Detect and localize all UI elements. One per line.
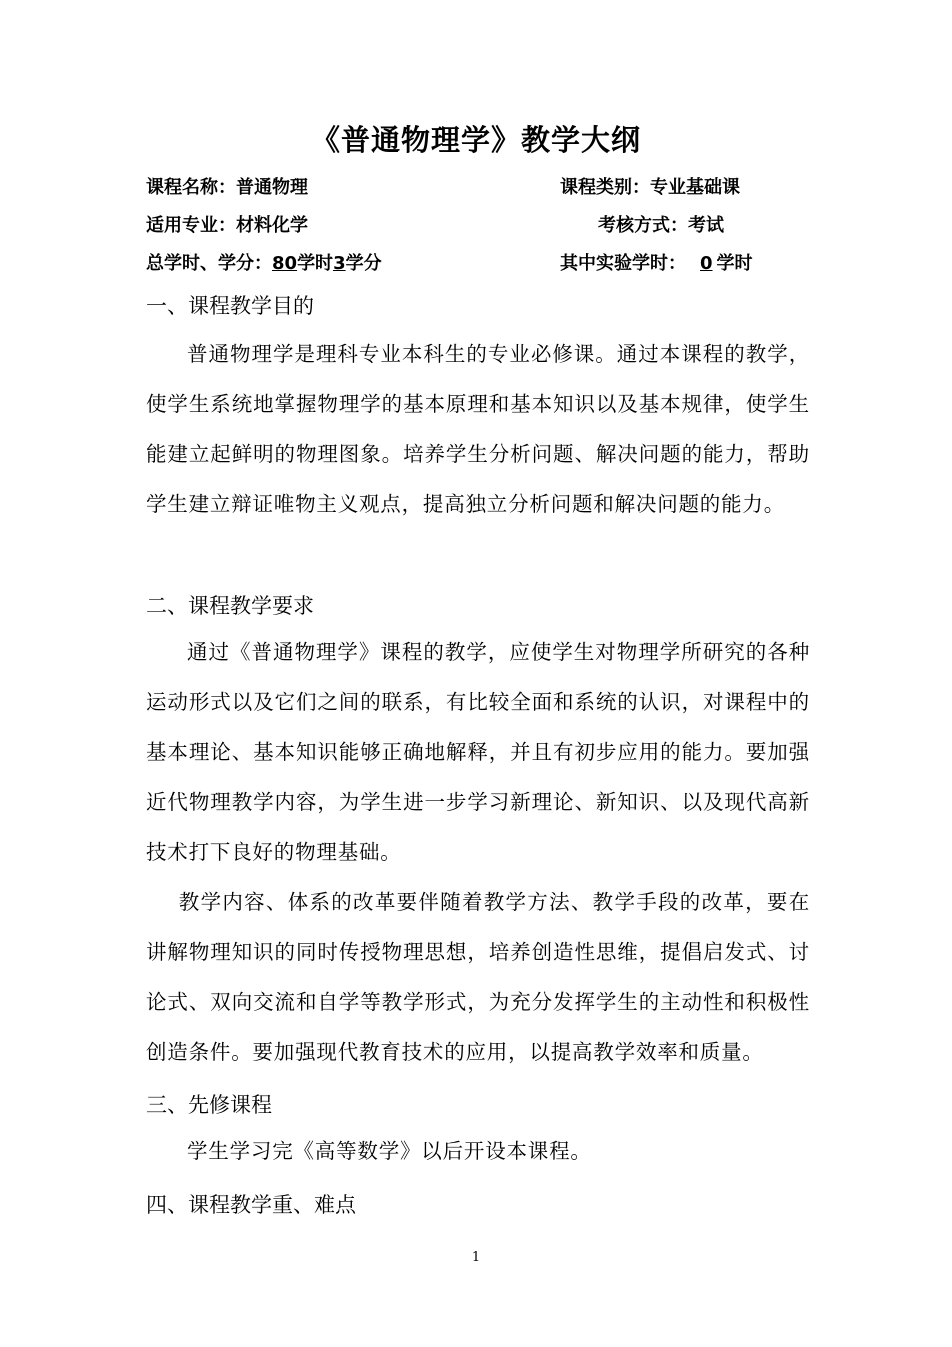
hours-row [146, 249, 382, 275]
paragraph-prerequisites: 学生学习完《高等数学》以后开设本课程。 [187, 1139, 592, 1163]
lab-hours-label: 其中实验学时： [560, 253, 686, 274]
hours-unit: 学时 [297, 253, 334, 274]
paragraph-purpose: 普通物理学是理科专业本科生的专业必修课。通过本课程的教学，使学生系统地掌握物理学的基本原理和基本知识以及基本规律，使学生能建立起鲜明的物理图象。培养学生分析问题、解决问题的能力，帮助学生建立辩证唯物主义观点，提高独立分析问题和解决问题的能力。 [146, 342, 810, 516]
hours-label: 总学时、学分： [146, 253, 272, 274]
exam-label: 考核方式： [598, 215, 688, 236]
document-title: 《普通物理学》教学大纲 [310, 123, 641, 157]
credit-value: 3 [333, 253, 346, 274]
hours-value: 80 [272, 253, 298, 274]
section-heading-prerequisites: 三、先修课程 [146, 1093, 272, 1117]
exam-row [598, 211, 724, 237]
course-name-row [146, 173, 308, 199]
section-heading-requirements: 二、课程教学要求 [146, 594, 314, 618]
paragraph-requirements-2: 教学内容、体系的改革要伴随着教学方法、教学手段的改革，要在讲解物理知识的同时传授物理思想，培养创造性思维，提倡启发式、讨论式、双向交流和自学等教学形式，为充分发挥学生的主动性和积极性创造条件。要加强现代教育技术的应用，以提高教学效率和质量。 [146, 890, 810, 1064]
lab-hours-unit: 学时 [716, 253, 753, 274]
exam-value: 考试 [688, 215, 724, 236]
course-name-value: 普通物理 [236, 177, 308, 198]
credit-unit: 学分 [345, 253, 382, 274]
major-value: 材料化学 [236, 215, 308, 236]
section-heading-purpose: 一、课程教学目的 [146, 294, 314, 318]
major-row [146, 211, 308, 237]
section-heading-key-points: 四、课程教学重、难点 [146, 1193, 356, 1217]
course-type-value: 专业基础课 [650, 177, 740, 198]
lab-hours-row [560, 249, 753, 275]
course-type-label: 课程类别： [560, 177, 650, 198]
course-name-label: 课程名称： [146, 177, 236, 198]
page-number: 1 [471, 1250, 481, 1265]
lab-hours-value: 0 [700, 253, 713, 274]
course-type-row [560, 173, 740, 199]
major-label: 适用专业： [146, 215, 236, 236]
paragraph-requirements-1: 通过《普通物理学》课程的教学，应使学生对物理学所研究的各种运动形式以及它们之间的联系，有比较全面和系统的认识，对课程中的基本理论、基本知识能够正确地解释，并且有初步应用的能力。要加强近代物理教学内容，为学生进一步学习新理论、新知识、以及现代高新技术打下良好的物理基础。 [146, 640, 810, 864]
